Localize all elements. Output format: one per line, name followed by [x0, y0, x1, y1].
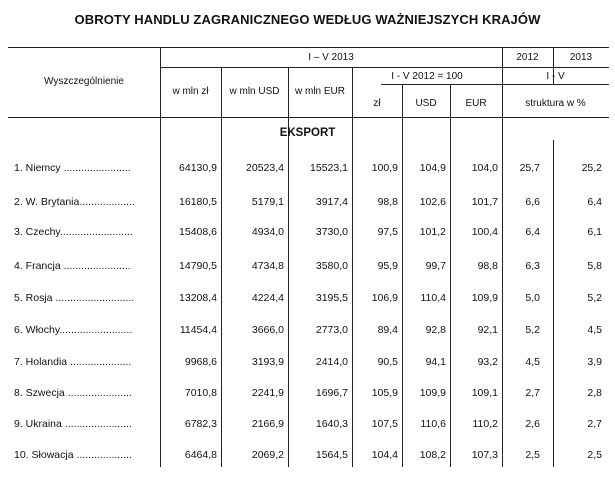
cell-s2012: 2,5: [525, 449, 540, 461]
cell-s2013: 5,2: [587, 292, 602, 304]
cell-ieur: 100,4: [471, 226, 498, 238]
row-label: 3. Czechy.........................: [14, 226, 133, 238]
col-divider-7: [502, 47, 503, 467]
cell-pln: 15408,6: [179, 226, 217, 238]
header-col-label: Wyszczególnienie: [44, 76, 124, 87]
cell-usd: 2241,9: [251, 387, 284, 399]
cell-pln: 13208,4: [179, 292, 217, 304]
cell-s2013: 6,4: [587, 196, 602, 208]
cell-eur: 3730,0: [315, 226, 348, 238]
cell-iusd: 92,8: [425, 324, 446, 336]
cell-s2013: 4,5: [587, 324, 602, 336]
cell-ieur: 109,9: [471, 292, 498, 304]
cell-usd: 4934,0: [251, 226, 284, 238]
row-label: 10. Słowacja ...................: [14, 449, 132, 461]
cell-s2012: 2,6: [525, 418, 540, 430]
cell-usd: 5179,1: [251, 196, 284, 208]
cell-iusd: 94,1: [425, 356, 446, 368]
cell-pln: 7010,8: [184, 387, 217, 399]
row-label: 4. Francja .......................: [14, 260, 131, 272]
cell-iusd: 102,6: [419, 196, 446, 208]
cell-s2012: 25,7: [519, 162, 540, 174]
cell-ipln: 95,9: [377, 260, 398, 272]
cell-pln: 16180,5: [179, 196, 217, 208]
cell-eur: 3917,4: [315, 196, 348, 208]
header-subrule-2: [381, 84, 609, 85]
cell-s2012: 5,0: [525, 292, 540, 304]
header-val-pln: w mln zł: [172, 86, 209, 97]
cell-usd: 4224,4: [251, 292, 284, 304]
row-label: 2. W. Brytania...................: [14, 196, 135, 208]
cell-iusd: 108,2: [419, 449, 446, 461]
header-bottom-border: [8, 117, 609, 118]
cell-usd: 2166,9: [251, 418, 284, 430]
cell-pln: 64130,9: [179, 162, 217, 174]
header-struct-period: I - V: [546, 71, 565, 82]
header-structure: struktura w %: [525, 98, 586, 109]
cell-ieur: 101,7: [471, 196, 498, 208]
cell-pln: 14790,5: [179, 260, 217, 272]
cell-ieur: 98,8: [477, 260, 498, 272]
row-label: 9. Ukraina .......................: [14, 418, 132, 430]
cell-iusd: 110,4: [420, 292, 446, 304]
cell-ieur: 104,0: [471, 162, 498, 174]
cell-s2012: 6,6: [525, 196, 540, 208]
cell-ieur: 93,2: [477, 356, 498, 368]
cell-ipln: 106,9: [371, 292, 398, 304]
cell-s2013: 3,9: [587, 356, 602, 368]
header-val-eur: w mln EUR: [294, 86, 345, 97]
cell-eur: 1564,5: [315, 449, 348, 461]
cell-ipln: 105,9: [371, 387, 398, 399]
cell-ipln: 90,5: [377, 356, 398, 368]
header-idx-eur: EUR: [465, 98, 487, 109]
cell-ieur: 110,2: [472, 418, 498, 430]
cell-eur: 3195,5: [315, 292, 348, 304]
cell-iusd: 110,6: [420, 418, 446, 430]
header-index: I - V 2012 = 100: [391, 71, 463, 82]
cell-s2012: 5,2: [525, 324, 540, 336]
cell-eur: 15523,1: [310, 162, 348, 174]
table-top-border: [8, 47, 609, 48]
cell-s2013: 6,1: [587, 226, 602, 238]
cell-ieur: 109,1: [471, 387, 498, 399]
period-underline: [160, 67, 381, 68]
cell-s2012: 4,5: [525, 356, 540, 368]
cell-iusd: 104,9: [419, 162, 446, 174]
cell-eur: 1640,3: [315, 418, 348, 430]
page-title: OBROTY HANDLU ZAGRANICZNEGO WEDŁUG WAŻNIEJSZYCH KRAJÓW: [74, 12, 541, 27]
cell-ipln: 97,5: [377, 226, 398, 238]
cell-iusd: 109,9: [419, 387, 446, 399]
cell-usd: 20523,4: [246, 162, 284, 174]
col-divider-8b: [553, 140, 554, 467]
cell-iusd: 99,7: [425, 260, 446, 272]
cell-pln: 11454,4: [179, 324, 217, 336]
cell-usd: 3193,9: [251, 356, 284, 368]
header-val-usd: w mln USD: [229, 86, 280, 97]
cell-s2013: 25,2: [581, 162, 602, 174]
header-year-2013: 2013: [569, 52, 593, 63]
cell-s2012: 6,3: [525, 260, 540, 272]
cell-ieur: 92,1: [477, 324, 498, 336]
header-subrule-1: [381, 67, 609, 68]
header-year-2012: 2012: [516, 52, 539, 63]
row-label: 7. Holandia .....................: [14, 356, 132, 368]
cell-usd: 3666,0: [251, 324, 284, 336]
cell-s2013: 2,5: [587, 449, 602, 461]
col-divider-1: [160, 47, 161, 467]
header-period: I – V 2013: [308, 52, 354, 63]
cell-ipln: 104,4: [371, 449, 398, 461]
row-label: 8. Szwecja ......................: [14, 387, 132, 399]
cell-pln: 9968,6: [184, 356, 217, 368]
row-label: 1. Niemcy .......................: [14, 162, 131, 174]
cell-s2013: 5,8: [587, 260, 602, 272]
cell-ipln: 107,5: [371, 418, 398, 430]
row-label: 5. Rosja ...........................: [14, 292, 135, 304]
cell-usd: 4734,8: [251, 260, 284, 272]
col-divider-6: [450, 84, 451, 467]
cell-usd: 2069,2: [251, 449, 284, 461]
cell-ipln: 100,9: [371, 162, 398, 174]
section-eksport: EKSPORT: [279, 127, 336, 139]
cell-ieur: 107,3: [471, 449, 498, 461]
cell-pln: 6782,3: [184, 418, 217, 430]
cell-ipln: 89,4: [377, 324, 398, 336]
cell-ipln: 98,8: [377, 196, 398, 208]
cell-iusd: 101,2: [419, 226, 446, 238]
cell-s2013: 2,8: [587, 387, 602, 399]
cell-s2012: 6,4: [525, 226, 540, 238]
header-idx-usd: USD: [415, 98, 437, 109]
cell-s2013: 2,7: [587, 418, 602, 430]
cell-eur: 2414,0: [315, 356, 348, 368]
row-label: 6. Włochy.........................: [14, 324, 133, 336]
cell-s2012: 2,7: [525, 387, 540, 399]
cell-eur: 3580,0: [315, 260, 348, 272]
cell-eur: 1696,7: [315, 387, 348, 399]
cell-pln: 6464,8: [184, 449, 217, 461]
col-divider-5: [402, 84, 403, 467]
cell-eur: 2773,0: [315, 324, 348, 336]
header-idx-pln: zł: [373, 98, 381, 109]
